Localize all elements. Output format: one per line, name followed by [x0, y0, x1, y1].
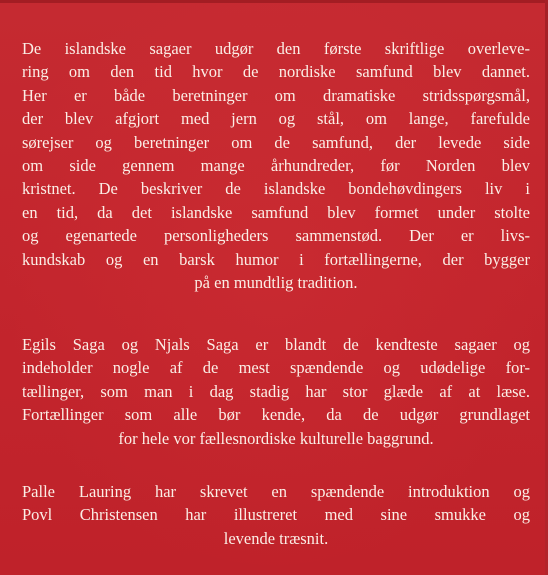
text-line: kristnet. De beskriver de islandske bondehøvdingers liv i — [22, 179, 530, 199]
cover-top-edge — [0, 0, 548, 3]
text-line: ring om den tid hvor de nordiske samfund blev dannet. — [22, 62, 530, 82]
text-line: levende træsnit. — [223, 528, 329, 548]
paragraph-credits — [22, 480, 530, 550]
text-line: og egenartede personligheders sammenstød. Der er livs- — [22, 226, 530, 246]
text-line: der blev afgjort med jern og stål, om lange, farefulde — [22, 109, 530, 129]
text-line: De islandske sagaer udgør den første skriftlige overleve- — [22, 39, 530, 58]
paragraph-egils-njals — [22, 333, 530, 450]
text-line: Egils Saga og Njals Saga er blandt de kendteste sagaer og — [22, 335, 530, 354]
text-line: på en mundtlig tradition. — [194, 273, 358, 293]
text-line: Fortællinger som alle bør kende, da de udgør grundlaget — [22, 405, 530, 425]
text-line: for hele vor fællesnordiske kulturelle baggrund. — [118, 428, 434, 448]
text-line: kundskab og en barsk humor i fortællingerne, der bygger — [22, 249, 530, 269]
text-line: Povl Christensen har illustreret med sine smukke og — [22, 505, 530, 525]
text-line: indeholder nogle af de mest spændende og udødelige for- — [22, 358, 530, 378]
text-line: en tid, da det islandske samfund blev formet under stolte — [22, 202, 530, 222]
paragraph-sagas-intro — [22, 37, 530, 294]
text-line: sørejser og beretninger om de samfund, der levede side — [22, 132, 530, 152]
text-line: Palle Lauring har skrevet en spændende introduktion og — [22, 482, 530, 501]
text-line: tællinger, som man i dag stadig har stor glæde af at læse. — [22, 381, 530, 401]
text-line: om side gennem mange århundreder, før Norden blev — [22, 156, 530, 176]
text-line: Her er både beretninger om dramatiske stridsspørgsmål, — [22, 85, 530, 105]
